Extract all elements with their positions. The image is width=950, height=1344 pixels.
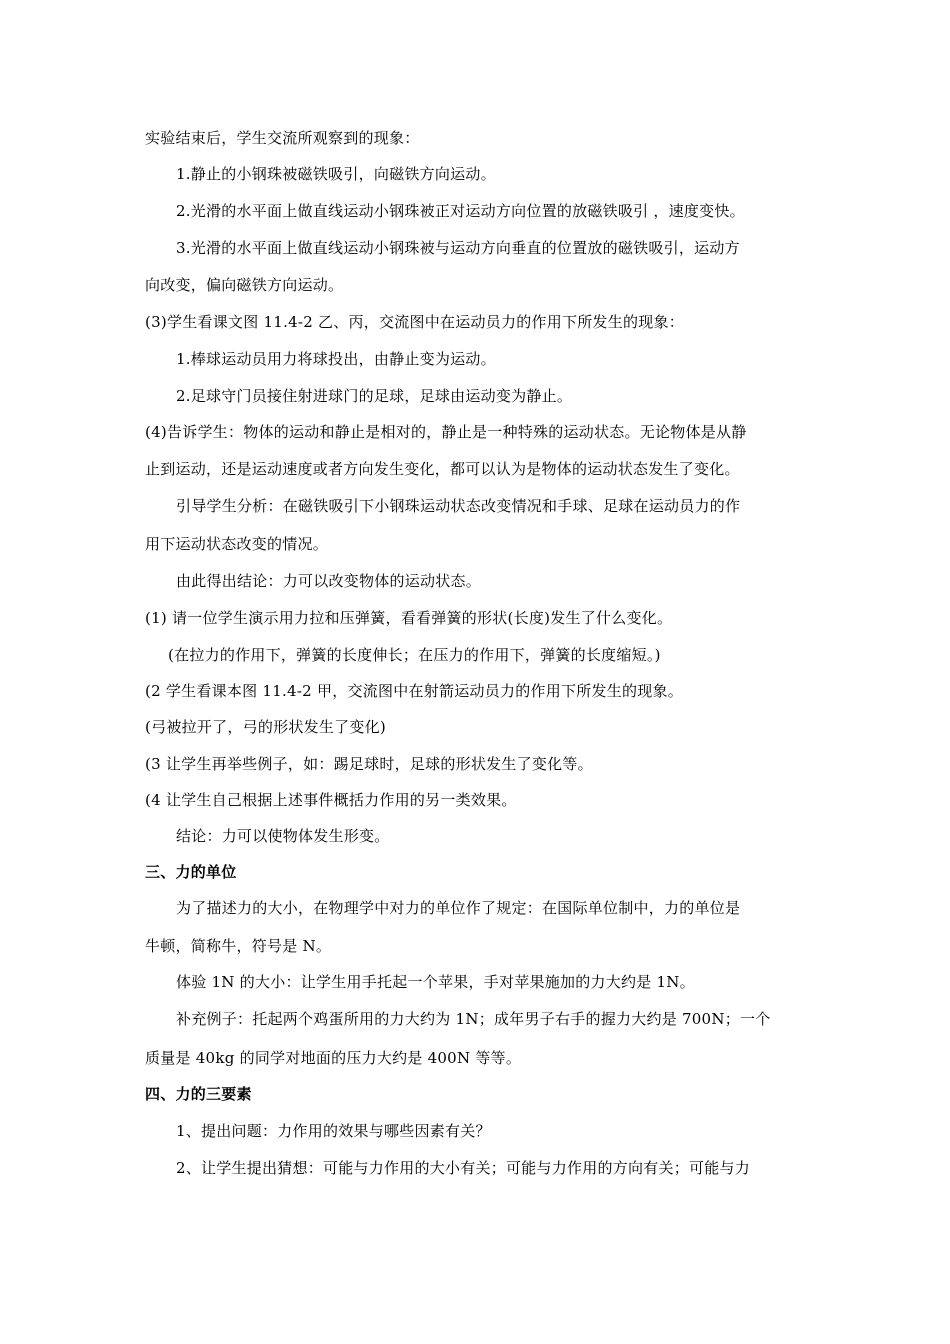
paragraph-line: 由此得出结论：力可以改变物体的运动状态。 xyxy=(176,572,482,590)
paragraph-line: 2.光滑的水平面上做直线运动小钢珠被正对运动方向位置的放磁铁吸引 ，速度变快。 xyxy=(176,202,745,220)
paragraph-line: (3 让学生再举些例子，如：踢足球时，足球的形状发生了变化等。 xyxy=(145,755,593,773)
paragraph-line: 1.静止的小钢珠被磁铁吸引，向磁铁方向运动。 xyxy=(176,165,496,183)
paragraph-line: (2 学生看课本图 11.4-2 甲，交流图中在射箭运动员力的作用下所发生的现象。 xyxy=(145,682,683,700)
paragraph-line: (3)学生看课文图 11.4-2 乙、丙，交流图中在运动员力的作用下所发生的现象： xyxy=(145,313,685,331)
paragraph-line: 牛顿，简称牛，符号是 N。 xyxy=(145,937,332,955)
paragraph-line: 实验结束后，学生交流所观察到的现象： xyxy=(145,129,420,147)
section-heading: 四、力的三要素 xyxy=(145,1085,252,1103)
paragraph-line: (1) 请一位学生演示用力拉和压弹簧，看看弹簧的形状(长度)发生了什么变化。 xyxy=(145,609,673,627)
paragraph-line: 止到运动，还是运动速度或者方向发生变化，都可以认为是物体的运动状态发生了变化。 xyxy=(145,460,740,478)
paragraph-line: 质量是 40kg 的同学对地面的压力大约是 400N 等等。 xyxy=(145,1049,522,1067)
paragraph-line: 1、提出问题：力作用的效果与哪些因素有关？ xyxy=(176,1122,491,1140)
paragraph-line: 2、让学生提出猜想：可能与力作用的大小有关；可能与力作用的方向有关；可能与力 xyxy=(176,1159,751,1177)
paragraph-line: 用下运动状态改变的情况。 xyxy=(145,535,329,553)
paragraph-line: 结论：力可以使物体发生形变。 xyxy=(176,827,390,845)
paragraph-line: (4 让学生自己根据上述事件概括力作用的另一类效果。 xyxy=(145,791,517,809)
paragraph-line: 3.光滑的水平面上做直线运动小钢珠被与运动方向垂直的位置放的磁铁吸引，运动方 xyxy=(176,239,740,257)
paragraph-line: (4)告诉学生：物体的运动和静止是相对的，静止是一种特殊的运动状态。无论物体是从静 xyxy=(145,423,747,441)
section-heading: 三、力的单位 xyxy=(145,863,237,881)
paragraph-line: 向改变，偏向磁铁方向运动。 xyxy=(145,276,344,294)
paragraph-line: (弓被拉开了，弓的形状发生了变化) xyxy=(145,718,386,736)
paragraph-line: 补充例子：托起两个鸡蛋所用的力大约为 1N；成年男子右手的握力大约是 700N；一个 xyxy=(176,1010,771,1028)
paragraph-line: 引导学生分析：在磁铁吸引下小钢珠运动状态改变情况和手球、足球在运动员力的作 xyxy=(176,497,741,515)
paragraph-line: 2.足球守门员接住射进球门的足球，足球由运动变为静止。 xyxy=(176,387,573,405)
paragraph-line: 体验 1N 的大小：让学生用手托起一个苹果，手对苹果施加的力大约是 1N。 xyxy=(176,973,695,991)
paragraph-line: (在拉力的作用下，弹簧的长度伸长；在压力的作用下，弹簧的长度缩短。) xyxy=(168,646,661,664)
paragraph-line: 1.棒球运动员用力将球投出，由静止变为运动。 xyxy=(176,350,496,368)
paragraph-line: 为了描述力的大小，在物理学中对力的单位作了规定：在国际单位制中，力的单位是 xyxy=(176,899,741,917)
